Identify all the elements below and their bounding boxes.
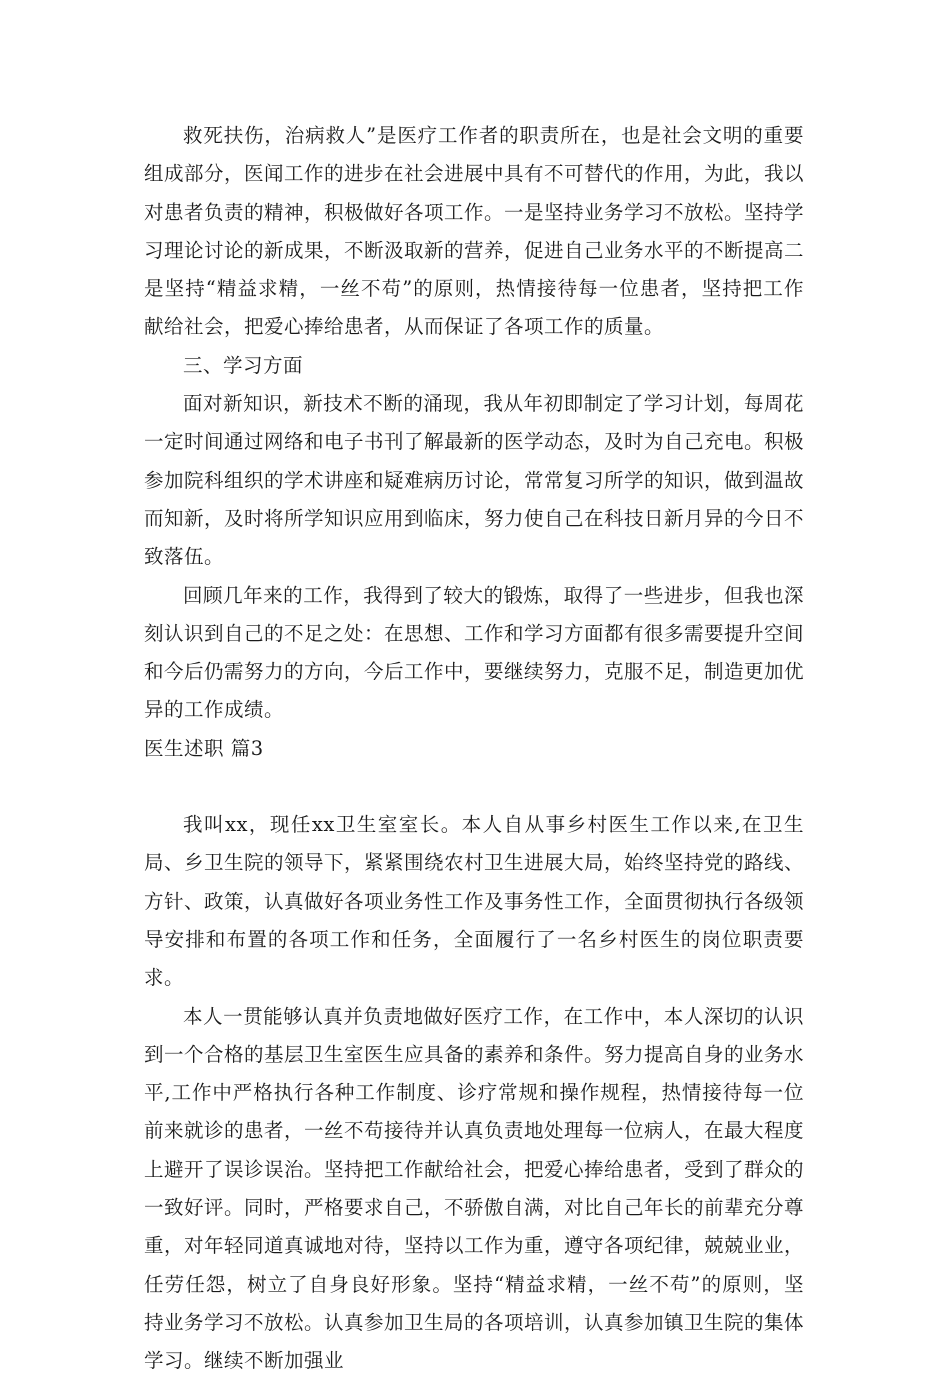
paragraph-3: 回顾几年来的工作，我得到了较大的锻炼，取得了一些进步，但我也深刻认识到自己的不足之处：在思想、工作和学习方面都有很多需要提升空间和今后仍需努力的方向，今后工作中，要继续努力，克服不足，制造更加优异的工作成绩。 (144, 583, 805, 722)
paragraph-1: 救死扶伤，治病救人”是医疗工作者的职责所在，也是社会文明的重要组成部分，医闻工作的进步在社会进展中具有不可替代的作用，为此，我以对患者负责的精神，积极做好各项工作。一是坚持业务学习不放松。坚持学习理论讨论的新成果，不断汲取新的营养，促进自己业务水平的不断提高二是坚持“精益求精，一丝不苟”的原则，热情接待每一位患者，坚持把工作献给社会，把爱心捧给患者，从而保证了各项工作的质量。 (144, 124, 805, 339)
article-title: 医生述职 篇3 (144, 736, 264, 760)
section-heading: 三、学习方面 (183, 353, 304, 377)
paragraph-5: 本人一贯能够认真并负责地做好医疗工作，在工作中，本人深切的认识到一个合格的基层卫生室医生应具备的素养和条件。努力提高自身的业务水平,工作中严格执行各种工作制度、诊疗常规和操作规程，热情接待每一位前来就诊的患者，一丝不苟接待并认真负责地处理每一位病人，在最大程度上避开了误诊误治。坚持把工作献给社会，把爱心捧给患者，受到了群众的一致好评。同时，严格要求自己，不骄傲自满，对比自己年长的前辈充分尊重，对年轻同道真诚地对待，坚持以工作为重，遵守各项纪律，兢兢业业，任劳任怨，树立了自身良好形象。坚持“精益求精，一丝不苟”的原则，坚持业务学习不放松。认真参加卫生局的各项培训，认真参加镇卫生院的集体学习。继续不断加强业 (144, 1004, 805, 1373)
document-body (144, 117, 804, 1381)
blank-line (144, 768, 804, 806)
paragraph-4: 我叫xx，现任xx卫生室室长。本人自从事乡村医生工作以来,在卫生局、乡卫生院的领导下，紧紧围绕农村卫生进展大局，始终坚持党的路线、方针、政策，认真做好各项业务性工作及事务性工作，全面贯彻执行各级领导安排和布置的各项工作和任务，全面履行了一名乡村医生的岗位职责要求。 (144, 813, 805, 990)
paragraph-2: 面对新知识，新技术不断的涌现，我从年初即制定了学习计划，每周花一定时间通过网络和电子书刊了解最新的医学动态，及时为自己充电。积极参加院科组织的学术讲座和疑难病历讨论，常常复习所学的知识，做到温故而知新，及时将所学知识应用到临床，努力使自己在科技日新月异的今日不致落伍。 (144, 392, 805, 569)
